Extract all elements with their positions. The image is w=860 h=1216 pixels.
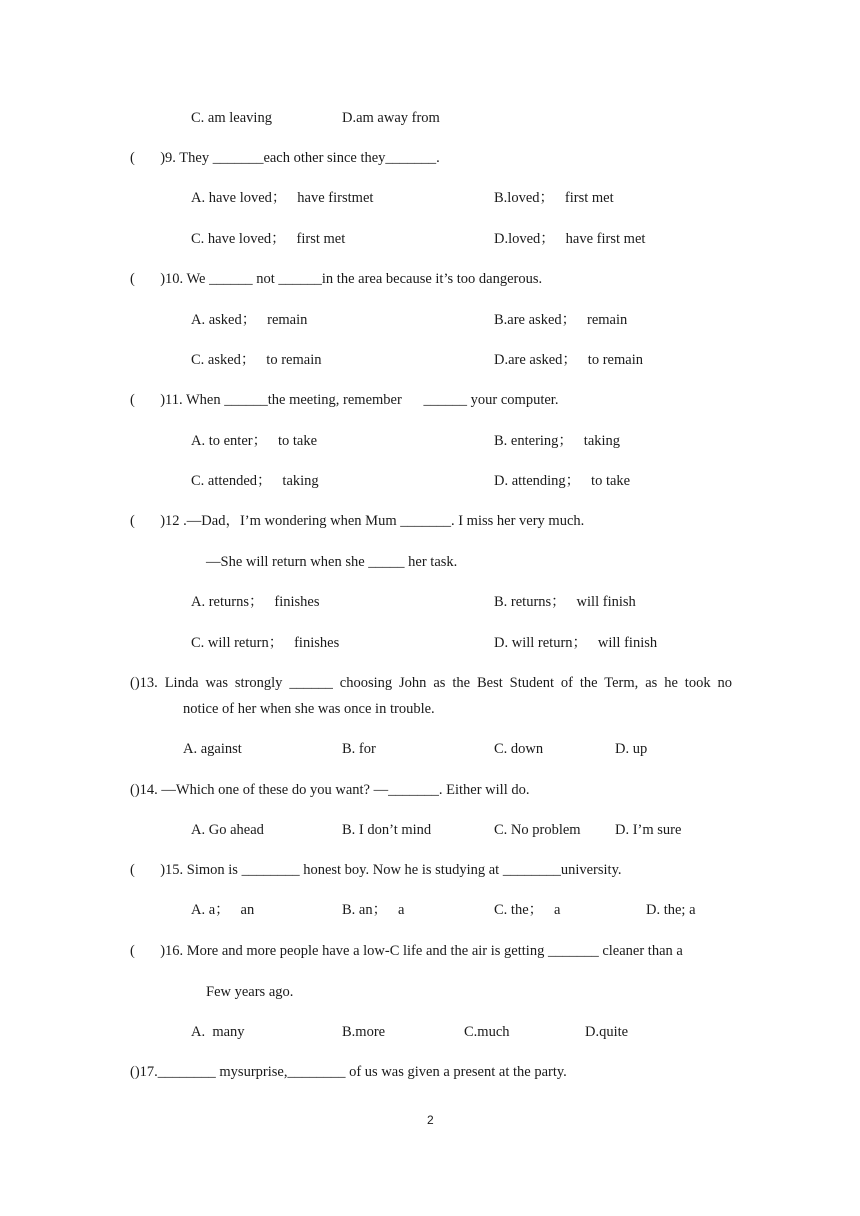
q14-option-c: C. No problem: [494, 822, 581, 838]
q16-stem-line1: ( )16. More and more people have a low-C life and the air is getting _______ cleaner than a: [130, 943, 683, 959]
q13-option-b: B. for: [342, 741, 376, 757]
q12-option-d: D. will return； will finish: [494, 635, 658, 651]
q10-option-c: C. asked； to remain: [191, 352, 322, 368]
q13-stem-line1: ()13. Linda was strongly ______ choosing John as the Best Student of the Term, as he took no: [130, 675, 732, 691]
q8-option-d: D.am away from: [342, 110, 440, 126]
q9-option-b: B.loved； first met: [494, 190, 614, 206]
q9-option-a: A. have loved； have firstmet: [191, 190, 374, 206]
q8-option-c: C. am leaving: [191, 110, 272, 126]
q16-option-a: A. many: [191, 1024, 245, 1040]
q11-stem: ( )11. When ______the meeting, remember ______ your computer.: [130, 392, 559, 408]
q14-option-b: B. I don’t mind: [342, 822, 432, 838]
q11-option-a: A. to enter； to take: [191, 433, 318, 449]
q16-stem-line2: Few years ago.: [206, 984, 294, 1000]
q12-reply: —She will return when she _____ her task.: [206, 554, 458, 570]
q9-option-c: C. have loved； first met: [191, 231, 346, 247]
q15-stem: ( )15. Simon is ________ honest boy. Now he is studying at ________university.: [130, 862, 622, 878]
q9-stem: ( )9. They _______each other since they_______.: [130, 150, 440, 166]
q11-option-d: D. attending； to take: [494, 473, 631, 489]
q14-option-d: D. I’m sure: [615, 822, 682, 838]
q13-option-c: C. down: [494, 741, 544, 757]
q14-option-a: A. Go ahead: [191, 822, 264, 838]
q12-option-c: C. will return； finishes: [191, 635, 340, 651]
q16-option-d: D.quite: [585, 1024, 629, 1040]
q16-option-c: C.much: [464, 1024, 510, 1040]
q12-stem: ( )12 .—Dad，I’m wondering when Mum _______. I miss her very much.: [130, 513, 585, 529]
q12-option-a: A. returns； finishes: [191, 594, 320, 610]
q15-option-d: D. the; a: [646, 902, 696, 918]
q9-option-d: D.loved； have first met: [494, 231, 646, 247]
q13-option-d: D. up: [615, 741, 648, 757]
q11-option-b: B. entering； taking: [494, 433, 621, 449]
q14-stem: ()14. —Which one of these do you want? —_______. Either will do.: [130, 782, 530, 798]
q11-option-c: C. attended； taking: [191, 473, 319, 489]
page-number: 2: [427, 1113, 434, 1127]
q10-option-b: B.are asked； remain: [494, 312, 628, 328]
q16-option-b: B.more: [342, 1024, 386, 1040]
q10-stem: ( )10. We ______ not ______in the area because it’s too dangerous.: [130, 271, 543, 287]
q12-option-b: B. returns； will finish: [494, 594, 636, 610]
q15-option-b: B. an； a: [342, 902, 405, 918]
q13-stem-line2: notice of her when she was once in trouble.: [183, 701, 435, 717]
q10-option-d: D.are asked； to remain: [494, 352, 643, 368]
q13-option-a: A. against: [183, 741, 242, 757]
q15-option-a: A. a； an: [191, 902, 255, 918]
q15-option-c: C. the； a: [494, 902, 561, 918]
q10-option-a: A. asked； remain: [191, 312, 308, 328]
q17-stem: ()17.________ mysurprise,________ of us was given a present at the party.: [130, 1064, 567, 1080]
